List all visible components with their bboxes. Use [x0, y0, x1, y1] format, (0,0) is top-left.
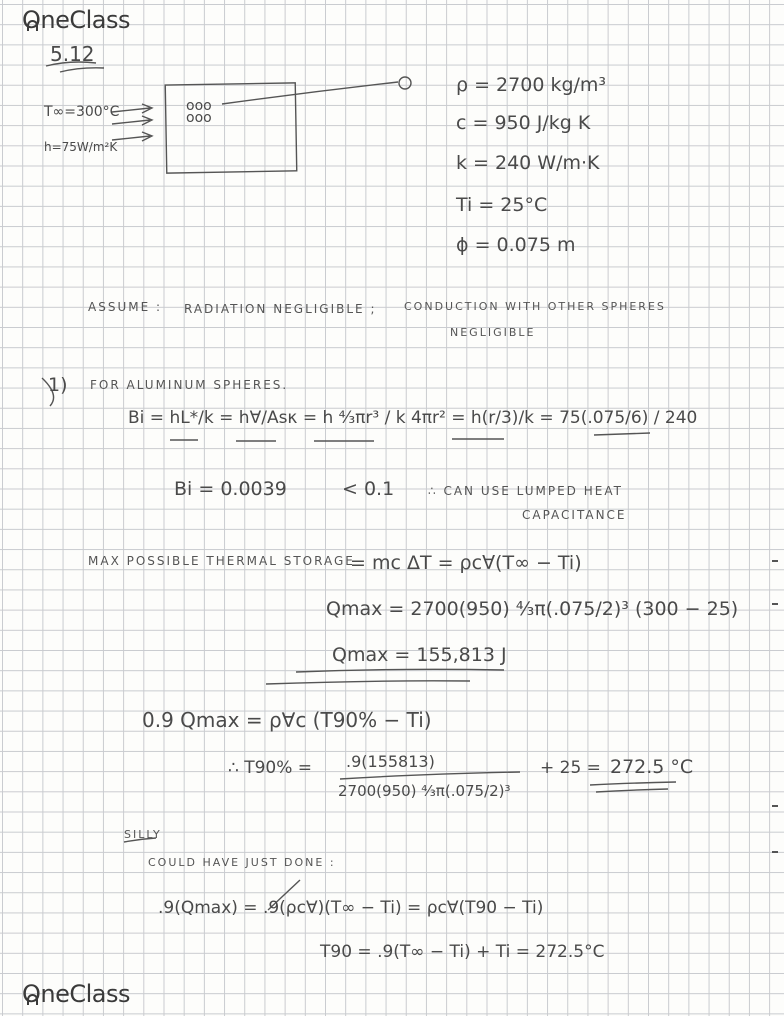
sketch-t-inf: T∞=300°C — [44, 104, 120, 120]
sphere-detail-icon — [399, 77, 411, 89]
assume-conduction: CONDUCTION WITH OTHER SPHERES — [404, 300, 666, 313]
margin-tick — [772, 560, 778, 562]
sphere-row-2: ooo — [186, 110, 212, 126]
sphere-row-1: ooo — [186, 98, 212, 114]
t90-numerator: .9(155813) — [346, 752, 435, 771]
problem-underline-1 — [46, 62, 96, 66]
sphere-cluster — [186, 100, 212, 124]
biot-result: Bi = 0.0039 — [174, 478, 287, 500]
silly-text: COULD HAVE JUST DONE : — [148, 856, 336, 869]
storage-label: MAX POSSIBLE THERMAL STORAGE — [88, 554, 355, 568]
silly-equation-1: .9(Qmax) = .9(ρc∀)(T∞ − Ti) = ρc∀(T90 − Ti) — [158, 898, 544, 918]
lumped-conclusion: ∴ CAN USE LUMPED HEAT — [428, 484, 623, 498]
biot-condition: < 0.1 — [342, 478, 395, 500]
flow-arrow-3 — [112, 132, 152, 141]
margin-tick — [772, 805, 778, 807]
t90-result: 272.5 °C — [610, 756, 694, 778]
brand-name-top: OneClass — [22, 6, 131, 34]
given-specific-heat: c = 950 J/kg K — [456, 112, 591, 134]
silly-label: SILLY — [124, 828, 162, 841]
assume-negligible: NEGLIGIBLE — [450, 326, 536, 339]
t90-denominator: 2700(950) ⁴⁄₃π(.075/2)³ — [338, 782, 511, 800]
biot-fraction-bars — [170, 433, 650, 441]
problem-number: 5.12 — [50, 42, 95, 66]
silly-equation-2: T90 = .9(T∞ − Ti) + Ti = 272.5°C — [320, 942, 605, 962]
leader-line — [222, 82, 398, 104]
t90-lhs: ∴ T90% = — [228, 758, 313, 778]
qmax-value: Qmax = 155,813 J — [332, 644, 507, 666]
biot-chain: Bi = hL*/k = h∀/Asκ = h ⁴⁄₃πr³ / k 4πr² = h(r/3)/k = 75(.075/6) / 240 — [128, 408, 698, 428]
sketch-h: h=75W/m²K — [44, 140, 118, 154]
margin-tick — [772, 851, 778, 853]
problem-underline-2 — [60, 68, 104, 72]
storage-formula: = mc ΔT = ρc∀(T∞ − Ti) — [350, 552, 582, 574]
qmax-underlines — [266, 669, 504, 684]
qmax-expression: Qmax = 2700(950) ⁴⁄₃π(.075/2)³ (300 − 25) — [326, 598, 739, 620]
ninety-equation: 0.9 Qmax = ρ∀c (T90% − Ti) — [142, 708, 432, 732]
brand-name-bottom: OneClass — [22, 980, 131, 1008]
t90-fraction-bar — [340, 772, 520, 779]
given-diameter: ϕ = 0.075 m — [456, 234, 576, 256]
assume-radiation: RADIATION NEGLIGIBLE ; — [184, 302, 377, 316]
margin-tick — [772, 603, 778, 605]
given-density: ρ = 2700 kg/m³ — [456, 74, 607, 96]
t90-result-underlines — [590, 782, 676, 792]
given-conductivity: k = 240 W/m·K — [456, 152, 600, 174]
assume-label: ASSUME : — [88, 300, 163, 314]
part-marker: 1) — [48, 374, 68, 396]
lumped-conclusion-2: CAPACITANCE — [522, 508, 627, 522]
given-initial-temp: Ti = 25°C — [456, 194, 548, 216]
t90-plus: + 25 = — [540, 758, 601, 778]
part-heading: FOR ALUMINUM SPHERES. — [90, 378, 289, 392]
